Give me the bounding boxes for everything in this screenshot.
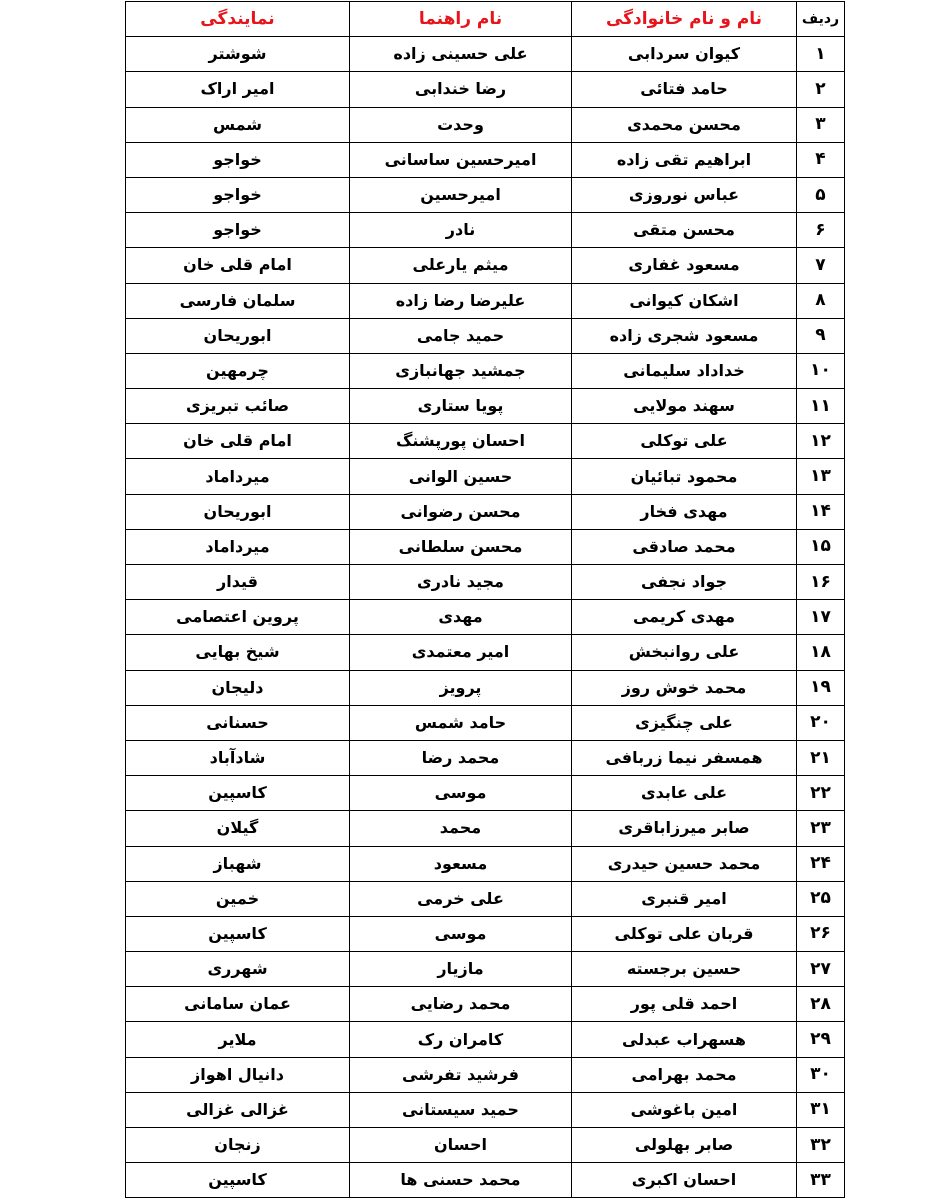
representative-cell: ملایر: [126, 1022, 350, 1057]
table-row: [126, 318, 845, 353]
full-name-cell: خداداد سلیمانی: [572, 353, 797, 388]
full-name-cell: محمود تبائیان: [572, 459, 797, 494]
full-name-cell: هسهراب عبدلی: [572, 1022, 797, 1057]
representative-cell: کاسپین: [126, 916, 350, 951]
table-row: [126, 37, 845, 72]
row-number-cell: ۲: [797, 72, 845, 107]
full-name-cell: احسان اکبری: [572, 1163, 797, 1198]
guide-name-cell: امیرحسین: [350, 177, 572, 212]
guide-name-cell: امیرحسین ساسانی: [350, 142, 572, 177]
row-number-cell: ۱۸: [797, 635, 845, 670]
guide-name-cell: حمید سیستانی: [350, 1092, 572, 1127]
full-name-cell: مهدی کریمی: [572, 600, 797, 635]
guide-name-cell: پرویز: [350, 670, 572, 705]
representative-cell: سلمان فارسی: [126, 283, 350, 318]
guide-name-cell: محمد: [350, 811, 572, 846]
guide-name-cell: رضا خندابی: [350, 72, 572, 107]
full-name-cell: صابر بهلولی: [572, 1128, 797, 1163]
row-number-cell: ۱۰: [797, 353, 845, 388]
representative-cell: شهرری: [126, 952, 350, 987]
guide-name-cell: وحدت: [350, 107, 572, 142]
representative-cell: ابوریحان: [126, 494, 350, 529]
guide-name-cell: محمد حسنی ها: [350, 1163, 572, 1198]
table-row: [126, 881, 845, 916]
header-full-name: نام و نام خانوادگی: [572, 2, 797, 37]
full-name-cell: جواد نجفی: [572, 565, 797, 600]
row-number-cell: ۹: [797, 318, 845, 353]
guide-name-cell: میثم یارعلی: [350, 248, 572, 283]
row-number-cell: ۶: [797, 213, 845, 248]
representative-cell: میرداماد: [126, 529, 350, 564]
guide-name-cell: موسی: [350, 916, 572, 951]
full-name-cell: کیوان سردابی: [572, 37, 797, 72]
full-name-cell: ابراهیم تقی زاده: [572, 142, 797, 177]
row-number-cell: ۳۱: [797, 1092, 845, 1127]
full-name-cell: مهدی فخار: [572, 494, 797, 529]
table-row: [126, 283, 845, 318]
row-number-cell: ۵: [797, 177, 845, 212]
table-row: [126, 72, 845, 107]
full-name-cell: علی توکلی: [572, 424, 797, 459]
row-number-cell: ۲۴: [797, 846, 845, 881]
row-number-cell: ۳۰: [797, 1057, 845, 1092]
row-number-cell: ۱۶: [797, 565, 845, 600]
representative-cell: غزالی غزالی: [126, 1092, 350, 1127]
table-row: [126, 987, 845, 1022]
representative-cell: امام قلی خان: [126, 248, 350, 283]
row-number-cell: ۲۷: [797, 952, 845, 987]
full-name-cell: قربان علی توکلی: [572, 916, 797, 951]
table-row: [126, 635, 845, 670]
row-number-cell: ۱۵: [797, 529, 845, 564]
full-name-cell: علی چنگیزی: [572, 705, 797, 740]
table-row: [126, 424, 845, 459]
full-name-cell: محمد خوش روز: [572, 670, 797, 705]
table-row: [126, 1092, 845, 1127]
table-row: [126, 740, 845, 775]
representative-cell: کاسپین: [126, 776, 350, 811]
full-name-cell: محسن متقی: [572, 213, 797, 248]
full-name-cell: حامد فتائی: [572, 72, 797, 107]
row-number-cell: ۱: [797, 37, 845, 72]
row-number-cell: ۱۲: [797, 424, 845, 459]
full-name-cell: همسفر نیما زربافی: [572, 740, 797, 775]
table-header-row: [126, 2, 845, 37]
representative-cell: امیر اراک: [126, 72, 350, 107]
representative-cell: شادآباد: [126, 740, 350, 775]
full-name-cell: صابر میرزاباقری: [572, 811, 797, 846]
guide-name-cell: محسن سلطانی: [350, 529, 572, 564]
table-row: [126, 600, 845, 635]
row-number-cell: ۲۰: [797, 705, 845, 740]
table-row: [126, 916, 845, 951]
row-number-cell: ۲۶: [797, 916, 845, 951]
guide-name-cell: پویا ستاری: [350, 389, 572, 424]
full-name-cell: محمد حسین حیدری: [572, 846, 797, 881]
guide-name-cell: علیرضا رضا زاده: [350, 283, 572, 318]
full-name-cell: محمد صادقی: [572, 529, 797, 564]
header-guide-name: نام راهنما: [350, 2, 572, 37]
guide-name-cell: مازیار: [350, 952, 572, 987]
row-number-cell: ۸: [797, 283, 845, 318]
guide-name-cell: جمشید جهانبازی: [350, 353, 572, 388]
guide-name-cell: حمید جامی: [350, 318, 572, 353]
table-row: [126, 107, 845, 142]
guide-name-cell: نادر: [350, 213, 572, 248]
table-body: [126, 37, 845, 1198]
table-row: [126, 494, 845, 529]
representative-cell: قیدار: [126, 565, 350, 600]
full-name-cell: امیر قنبری: [572, 881, 797, 916]
row-number-cell: ۱۴: [797, 494, 845, 529]
table-row: [126, 705, 845, 740]
table-row: [126, 529, 845, 564]
representative-cell: دلیجان: [126, 670, 350, 705]
representative-cell: خواجو: [126, 142, 350, 177]
representative-cell: شمس: [126, 107, 350, 142]
full-name-cell: مسعود شجری زاده: [572, 318, 797, 353]
representative-cell: ابوریحان: [126, 318, 350, 353]
guide-name-cell: کامران رک: [350, 1022, 572, 1057]
full-name-cell: محسن محمدی: [572, 107, 797, 142]
guide-name-cell: مهدی: [350, 600, 572, 635]
full-name-cell: علی عابدی: [572, 776, 797, 811]
table-row: [126, 846, 845, 881]
full-name-cell: امین باغوشی: [572, 1092, 797, 1127]
table-row: [126, 389, 845, 424]
table-row: [126, 811, 845, 846]
table-row: [126, 142, 845, 177]
table-row: [126, 1163, 845, 1198]
table-row: [126, 565, 845, 600]
table-row: [126, 670, 845, 705]
representative-cell: میرداماد: [126, 459, 350, 494]
row-number-cell: ۲۳: [797, 811, 845, 846]
row-number-cell: ۱۱: [797, 389, 845, 424]
row-number-cell: ۲۱: [797, 740, 845, 775]
table-row: [126, 1128, 845, 1163]
representative-cell: خواجو: [126, 177, 350, 212]
representative-cell: دانیال اهواز: [126, 1057, 350, 1092]
row-number-cell: ۲۸: [797, 987, 845, 1022]
table-row: [126, 952, 845, 987]
row-number-cell: ۲۲: [797, 776, 845, 811]
row-number-cell: ۱۷: [797, 600, 845, 635]
guide-name-cell: علی حسینی زاده: [350, 37, 572, 72]
table-row: [126, 177, 845, 212]
full-name-cell: عباس نوروزی: [572, 177, 797, 212]
table-row: [126, 213, 845, 248]
row-number-cell: ۱۳: [797, 459, 845, 494]
full-name-cell: علی روانبخش: [572, 635, 797, 670]
row-number-cell: ۷: [797, 248, 845, 283]
guide-name-cell: فرشید تفرشی: [350, 1057, 572, 1092]
guide-name-cell: محمد رضایی: [350, 987, 572, 1022]
full-name-cell: سهند مولایی: [572, 389, 797, 424]
table-row: [126, 353, 845, 388]
representative-cell: صائب تبریزی: [126, 389, 350, 424]
guide-name-cell: محسن رضوانی: [350, 494, 572, 529]
row-number-cell: ۲۹: [797, 1022, 845, 1057]
full-name-cell: محمد بهرامی: [572, 1057, 797, 1092]
full-name-cell: اشکان کیوانی: [572, 283, 797, 318]
guide-name-cell: احسان پورپشنگ: [350, 424, 572, 459]
table-row: [126, 1022, 845, 1057]
representative-cell: شیخ بهایی: [126, 635, 350, 670]
table-row: [126, 459, 845, 494]
row-number-cell: ۲۵: [797, 881, 845, 916]
representative-cell: کاسپین: [126, 1163, 350, 1198]
representative-cell: حسنانی: [126, 705, 350, 740]
header-row-number: ردیف: [797, 2, 845, 37]
representative-cell: گیلان: [126, 811, 350, 846]
row-number-cell: ۳۲: [797, 1128, 845, 1163]
row-number-cell: ۳: [797, 107, 845, 142]
representative-cell: شهباز: [126, 846, 350, 881]
representative-cell: امام قلی خان: [126, 424, 350, 459]
table-row: [126, 248, 845, 283]
guide-name-cell: موسی: [350, 776, 572, 811]
full-name-cell: مسعود غفاری: [572, 248, 797, 283]
guide-name-cell: امیر معتمدی: [350, 635, 572, 670]
table-row: [126, 776, 845, 811]
row-number-cell: ۱۹: [797, 670, 845, 705]
representative-cell: شوشتر: [126, 37, 350, 72]
guide-name-cell: مجید نادری: [350, 565, 572, 600]
representative-cell: چرمهین: [126, 353, 350, 388]
full-name-cell: حسین برجسته: [572, 952, 797, 987]
guide-name-cell: علی خرمی: [350, 881, 572, 916]
roster-table: [125, 1, 845, 1198]
row-number-cell: ۴: [797, 142, 845, 177]
guide-name-cell: حامد شمس: [350, 705, 572, 740]
row-number-cell: ۳۳: [797, 1163, 845, 1198]
guide-name-cell: مسعود: [350, 846, 572, 881]
representative-cell: زنجان: [126, 1128, 350, 1163]
representative-cell: پروین اعتصامی: [126, 600, 350, 635]
header-representative: نمایندگی: [126, 2, 350, 37]
guide-name-cell: احسان: [350, 1128, 572, 1163]
representative-cell: عمان سامانی: [126, 987, 350, 1022]
representative-cell: خمین: [126, 881, 350, 916]
representative-cell: خواجو: [126, 213, 350, 248]
guide-name-cell: محمد رضا: [350, 740, 572, 775]
guide-name-cell: حسین الوانی: [350, 459, 572, 494]
full-name-cell: احمد قلی پور: [572, 987, 797, 1022]
table-row: [126, 1057, 845, 1092]
